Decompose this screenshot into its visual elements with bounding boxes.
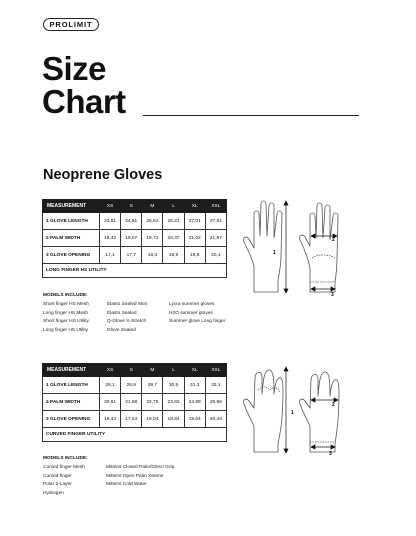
table-cell: 32,1 <box>205 377 226 394</box>
section-subtitle: Neoprene Gloves <box>43 167 163 183</box>
glove-back-outline <box>243 201 282 292</box>
table-cell: 28,9 <box>121 377 142 394</box>
table-cell: 23,82 <box>163 394 184 411</box>
table-cell: 17,7 <box>121 247 142 264</box>
table-cell: 20,61 <box>100 394 121 411</box>
table-header-cell: M <box>142 364 163 377</box>
table-cell: 27,81 <box>205 213 226 230</box>
glove-palm-outline <box>299 203 338 292</box>
table-cell: 19,64 <box>184 411 205 428</box>
list-item: Elasto Sealed <box>107 310 137 316</box>
list-item: Mittens Open Palm Xtreme <box>106 473 164 479</box>
table-cell: 20,1 <box>205 247 226 264</box>
row-label: 2 PALM WIDTH <box>43 394 100 411</box>
table-cell: 18,84 <box>163 411 184 428</box>
table-cell: 23,81 <box>100 213 121 230</box>
table-row <box>43 230 227 247</box>
row-label: 1 GLOVE LENGTH <box>43 377 100 394</box>
list-item: Long finger HS Mesh <box>43 310 89 316</box>
table-header-cell: S <box>121 364 142 377</box>
size-table-1 <box>42 199 227 278</box>
size-table-2 <box>42 363 227 442</box>
diagram-label-palm: 2 <box>332 402 335 408</box>
models-list-2-col1 <box>43 464 85 498</box>
curved-glove-back-outline <box>243 370 283 452</box>
table-cell: 29,7 <box>142 377 163 394</box>
list-item: Curved finger Mesh <box>43 465 85 470</box>
table-footer: CURVED FINGER UTILITY <box>43 428 227 442</box>
table-cell: 20,37 <box>163 230 184 247</box>
prolimit-logo: PROLIMIT <box>43 18 99 31</box>
table-header-cell: XL <box>184 200 205 213</box>
list-item: Elasto Sealed Skin <box>107 302 148 307</box>
table-cell: 31,3 <box>184 377 205 394</box>
table-cell: 19,07 <box>121 230 142 247</box>
table-cell: 21,68 <box>121 394 142 411</box>
list-item: Mittens Closed Palm/Direct Grip <box>106 465 175 470</box>
models-list-1-col1 <box>43 301 89 335</box>
list-item: Hydrogen <box>43 490 64 496</box>
table-cell: 17,24 <box>121 411 142 428</box>
list-item: Mittens Cold Water <box>106 482 147 488</box>
table-row <box>43 377 227 394</box>
table-row <box>43 247 227 264</box>
table-header-cell: XS <box>100 364 121 377</box>
table-cell: 20,44 <box>205 411 226 428</box>
diagram-label-palm: 2 <box>332 237 335 243</box>
diagram-label-length: 1 <box>291 410 294 416</box>
table-header-cell: MEASUREMENT <box>43 200 100 213</box>
models-heading-1: MODELS INCLUDE: <box>43 293 88 298</box>
table-row <box>43 213 227 230</box>
table-header-cell: XXL <box>205 364 226 377</box>
table-cell: 22,75 <box>142 394 163 411</box>
table-row <box>43 411 227 428</box>
table-header-cell: XL <box>184 364 205 377</box>
table-header-cell: L <box>163 364 184 377</box>
table-footer-row <box>43 264 227 278</box>
table-footer-row <box>43 428 227 442</box>
row-label: 1 GLOVE LENGTH <box>43 213 100 230</box>
page-title <box>42 52 126 118</box>
table-header-cell: MEASUREMENT <box>43 364 100 377</box>
models-list-1-col2 <box>107 301 147 335</box>
title-line-size: Size <box>42 50 107 87</box>
table-header-cell: XXL <box>205 200 226 213</box>
row-label: 2 PALM WIDTH <box>43 230 100 247</box>
list-item: Polar 2-Layer <box>43 482 72 488</box>
glove-diagram-2 <box>240 360 370 460</box>
table-header-cell: L <box>163 200 184 213</box>
models-list-2-col2 <box>106 464 174 490</box>
row-label: 3 GLOVE OPENING <box>43 247 100 264</box>
table-header-cell: S <box>121 200 142 213</box>
list-item: Short finger HS Utility <box>43 319 89 325</box>
table-row <box>43 394 227 411</box>
table-cell: 27,01 <box>184 213 205 230</box>
table-cell: 18,3 <box>142 247 163 264</box>
table-cell: 19,72 <box>142 230 163 247</box>
table-cell: 17,1 <box>100 247 121 264</box>
table-cell: 18,04 <box>142 411 163 428</box>
list-item: Q-Glove X-Stretch <box>107 319 147 325</box>
table-header-row <box>43 364 227 377</box>
table-cell: 18,9 <box>163 247 184 264</box>
table-cell: 26,21 <box>163 213 184 230</box>
table-cell: 28,1 <box>100 377 121 394</box>
diagram-label-opening: 3 <box>331 292 334 298</box>
list-item: Lycra summer gloves <box>169 302 215 307</box>
table-cell: 25,96 <box>205 394 226 411</box>
models-list-1-col3 <box>169 301 225 327</box>
title-divider <box>143 115 359 116</box>
table-cell: 18,42 <box>100 230 121 247</box>
table-cell: 16,44 <box>100 411 121 428</box>
list-item: Glove Sealed <box>107 327 136 333</box>
list-item: Short finger HS Mesh <box>43 302 89 307</box>
table-header-cell: XS <box>100 200 121 213</box>
table-header-cell: M <box>142 200 163 213</box>
list-item: H2O summer gloves <box>169 310 213 316</box>
table-cell: 21,67 <box>205 230 226 247</box>
diagram-label-opening: 3 <box>329 451 332 457</box>
table-cell: 30,5 <box>163 377 184 394</box>
models-heading-2: MODELS INCLUDE: <box>43 456 88 461</box>
glove-diagram-1 <box>240 196 370 301</box>
title-line-chart: Chart <box>42 83 126 120</box>
table-cell: 25,61 <box>142 213 163 230</box>
list-item: Long finger HS Utility <box>43 327 89 333</box>
row-label: 3 GLOVE OPENING <box>43 411 100 428</box>
diagram-label-length: 1 <box>273 250 276 256</box>
table-cell: 21,02 <box>184 230 205 247</box>
table-cell: 19,5 <box>184 247 205 264</box>
table-cell: 24,89 <box>184 394 205 411</box>
table-footer: LONG FINGER HS UTILITY <box>43 264 227 278</box>
table-header-row <box>43 200 227 213</box>
curved-glove-palm-outline <box>299 372 339 452</box>
list-item: Summer glove Long finger <box>169 319 226 325</box>
table-cell: 24,61 <box>121 213 142 230</box>
list-item: Curved finger <box>43 473 72 479</box>
